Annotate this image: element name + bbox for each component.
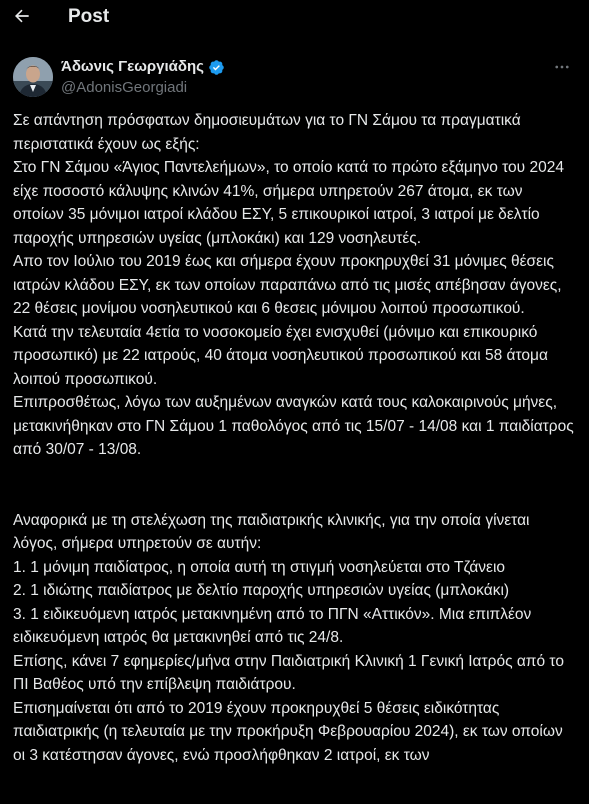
post-paragraph: Κατά την τελευταία 4ετία το νοσοκομείο έχει ενισχυθεί (μόνιμο και επικουρικό προσωπικό) με 22 ιατρούς, 40 άτομα νοσηλευτικού προσωπικού και 58 άτομα λοιπού προσωπικού. [13, 323, 553, 388]
author-handle[interactable]: @AdonisGeorgiadi [61, 79, 188, 96]
post-paragraph: 3. 1 ειδικευόμενη ιατρός μετακινημένη από το ΠΓΝ «Αττικόν». Μια επιπλέον ειδικευόμενη ιατρός θα μετακινηθεί από τις 24/8. [13, 605, 536, 646]
post-paragraph: Στο ΓΝ Σάμου «Άγιος Παντελεήμων», το οποίο κατά το πρώτο εξάμηνο του 2024 είχε ποσοστό κάλυψης κλινών 41%, σήμερα υπηρετούν 267 άτομα, εκ των οποίων 35 μόνιμοι ιατροί κλάδου ΕΣΥ, 5 επικουρικοί ιατροί, 3 ιατροί με δελτίο παροχής υπηρεσιών υγείας (μπλοκάκι) και 129 νοσηλευτές. [13, 159, 569, 247]
verified-badge-icon [208, 59, 225, 76]
post-author [13, 57, 578, 97]
top-bar [0, 0, 589, 34]
more-horizontal-icon [553, 58, 571, 76]
more-options-button[interactable] [552, 57, 572, 77]
post-text [13, 109, 577, 767]
back-button[interactable] [8, 2, 36, 30]
page-title: Post [68, 6, 110, 27]
avatar-image [13, 57, 53, 97]
paragraph-spacer [13, 462, 577, 486]
arrow-left-icon [12, 6, 32, 26]
post-paragraph: Σε απάντηση πρόσφατων δημοσιευμάτων για το ΓΝ Σάμου τα πραγματικά περιστατικά έχουν ως εξής: [13, 112, 525, 153]
post-paragraph: Επισημαίνεται ότι από το 2019 έχουν προκηρυχθεί 5 θέσεις ειδικότητας παιδιατρικής (η τελευταία με την προκήρυξη Φεβρουαρίου 2024), εκ των οποίων οι 3 κατέστησαν άγονες, ενώ προσλήφθηκαν 2 ιατροί, εκ των [13, 699, 568, 764]
paragraph-spacer [13, 485, 577, 509]
post-paragraph: Επιπροσθέτως, λόγω των αυξημένων αναγκών κατά τους καλοκαιρινούς μήνες, μετακινήθηκαν στο ΓΝ Σάμου 1 παθολόγος από τις 15/07 - 14/08 και 1 παιδίατρος από 30/07 - 13/08. [13, 394, 579, 458]
post-paragraph: Επίσης, κάνει 7 εφημερίες/μήνα στην Παιδιατρική Κλινική 1 Γενική Ιατρός από το ΠΙ Βαθέος υπό την επίβλεψη παιδιάτρου. [13, 652, 569, 693]
post-paragraph: Απο τον Ιούλιο του 2019 έως και σήμερα έχουν προκηρυχθεί 31 μόνιμες θέσεις ιατρών κλάδου ΕΣΥ, εκ των οποίων παραπάνω από τις μισές απέβησαν άγονες, 22 θέσεις μονίμου νοσηλευτικού και 6 θεσεις μόνιμου λοιπού προσωπικού. [13, 253, 566, 317]
post-paragraph: 2. 1 ιδιώτης παιδίατρος με δελτίο παροχής υπηρεσιών υγείας (μπλοκάκι) [13, 582, 510, 599]
post-paragraph: Αναφορικά με τη στελέχωση της παιδιατρικής κλινικής, για την οποία γίνεται λόγος, σήμερα υπηρετούν σε αυτήν: [13, 511, 534, 552]
post-paragraph: 1. 1 μόνιμη παιδίατρος, η οποία αυτή τη στιγμή νοσηλεύεται στο Τζάνειο [13, 558, 506, 576]
author-name-row [61, 57, 225, 77]
avatar[interactable] [13, 57, 53, 97]
author-name[interactable]: Άδωνις Γεωργιάδης [61, 58, 204, 75]
